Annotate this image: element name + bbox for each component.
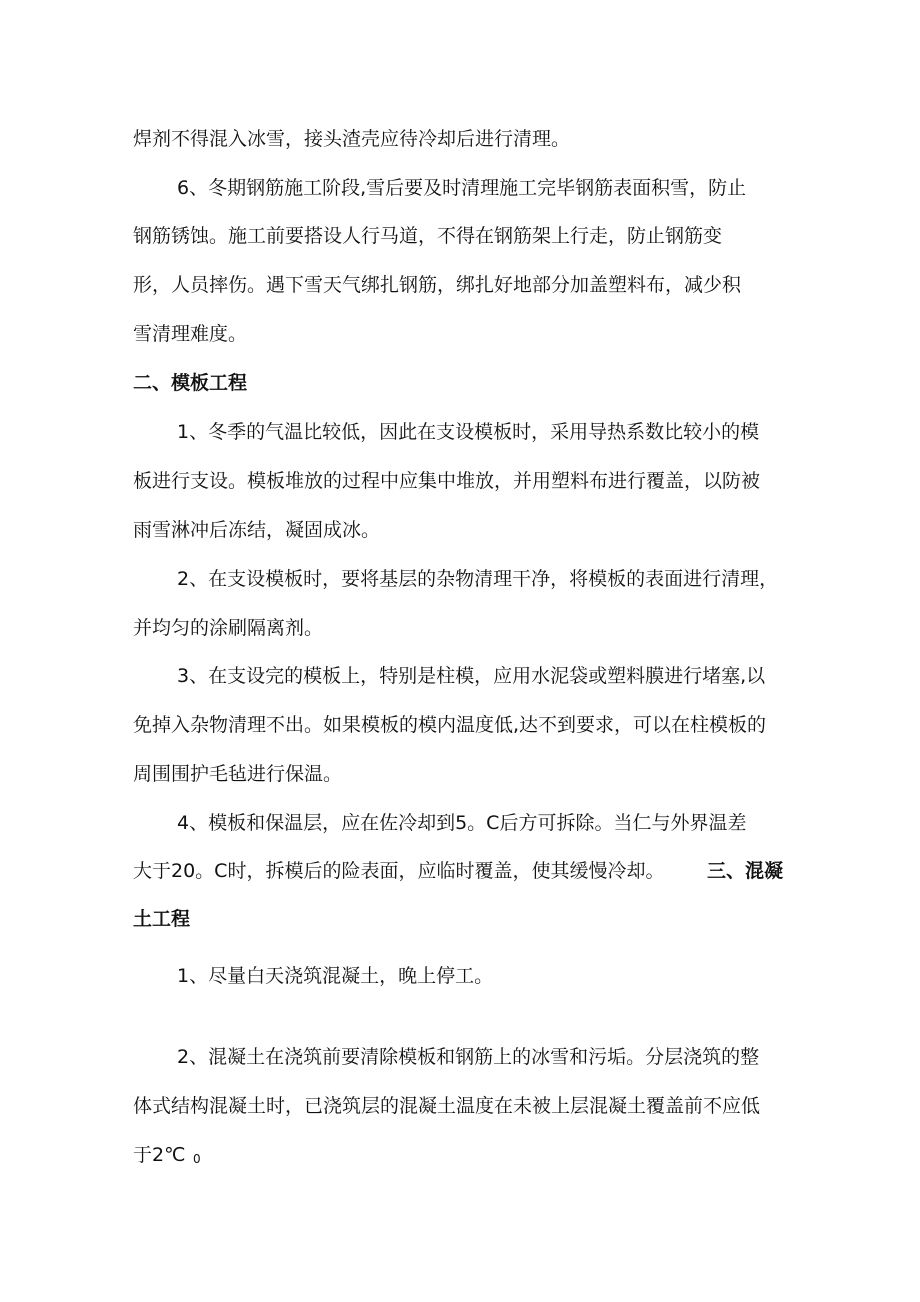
section-heading-concrete-part1: 三、混凝 bbox=[707, 860, 784, 882]
paragraph-line-11: 并均匀的涂刷隔离剂。 bbox=[133, 617, 324, 639]
paragraph-line-22-subscript: 0 bbox=[193, 1152, 201, 1166]
paragraph-line-10: 2、在支设模板时，要将基层的杂物清理干净，将模板的表面进行清理， bbox=[177, 568, 779, 590]
paragraph-line-8: 板进行支设。模板堆放的过程中应集中堆放，并用塑料布进行覆盖，以防被 bbox=[133, 470, 761, 492]
paragraph-line-13: 免掉入杂物清理不出。如果模板的模内温度低,达不到要求，可以在柱模板的 bbox=[133, 714, 767, 736]
paragraph-line-3: 钢筋锈蚀。施工前要搭设人行马道，不得在钢筋架上行走，防止钢筋变 bbox=[133, 225, 723, 247]
paragraph-line-2: 6、冬期钢筋施工阶段,雪后要及时清理施工完毕钢筋表面积雪，防止 bbox=[177, 177, 747, 199]
paragraph-line-22: 于2℃ bbox=[133, 1144, 186, 1166]
section-heading-concrete-part2: 土工程 bbox=[133, 908, 191, 930]
paragraph-line-16: 大于20。C时，拆模后的险表面，应临时覆盖，使其缓慢冷却。 bbox=[133, 860, 665, 882]
paragraph-line-1: 焊剂不得混入冰雪，接头渣壳应待冷却后进行清理。 bbox=[133, 128, 571, 150]
paragraph-line-21: 体式结构混凝土时，已浇筑层的混凝土温度在未被上层混凝土覆盖前不应低 bbox=[133, 1095, 761, 1117]
paragraph-line-12: 3、在支设完的模板上，特别是柱模，应用水泥袋或塑料膜进行堵塞,以 bbox=[177, 665, 766, 687]
paragraph-line-4: 形，人员摔伤。遇下雪天气绑扎钢筋，绑扎好地部分加盖塑料布，减少积 bbox=[133, 274, 742, 296]
paragraph-line-14: 周围围护毛毡进行保温。 bbox=[133, 763, 343, 785]
paragraph-line-20: 2、混凝土在浇筑前要清除模板和钢筋上的冰雪和污垢。分层浇筑的整 bbox=[177, 1046, 760, 1068]
paragraph-line-19: 1、尽量白天浇筑混凝土，晚上停工。 bbox=[177, 965, 494, 987]
paragraph-line-15: 4、模板和保温层，应在佐冷却到5。C后方可拆除。当仁与外界温差 bbox=[177, 812, 747, 834]
paragraph-line-7: 1、冬季的气温比较低，因此在支设模板时，采用导热系数比较小的模 bbox=[177, 421, 760, 443]
paragraph-line-5: 雪清理难度。 bbox=[133, 323, 248, 345]
paragraph-line-9: 雨雪淋冲后冻结，凝固成冰。 bbox=[133, 519, 381, 541]
section-heading-formwork: 二、模板工程 bbox=[133, 372, 248, 394]
